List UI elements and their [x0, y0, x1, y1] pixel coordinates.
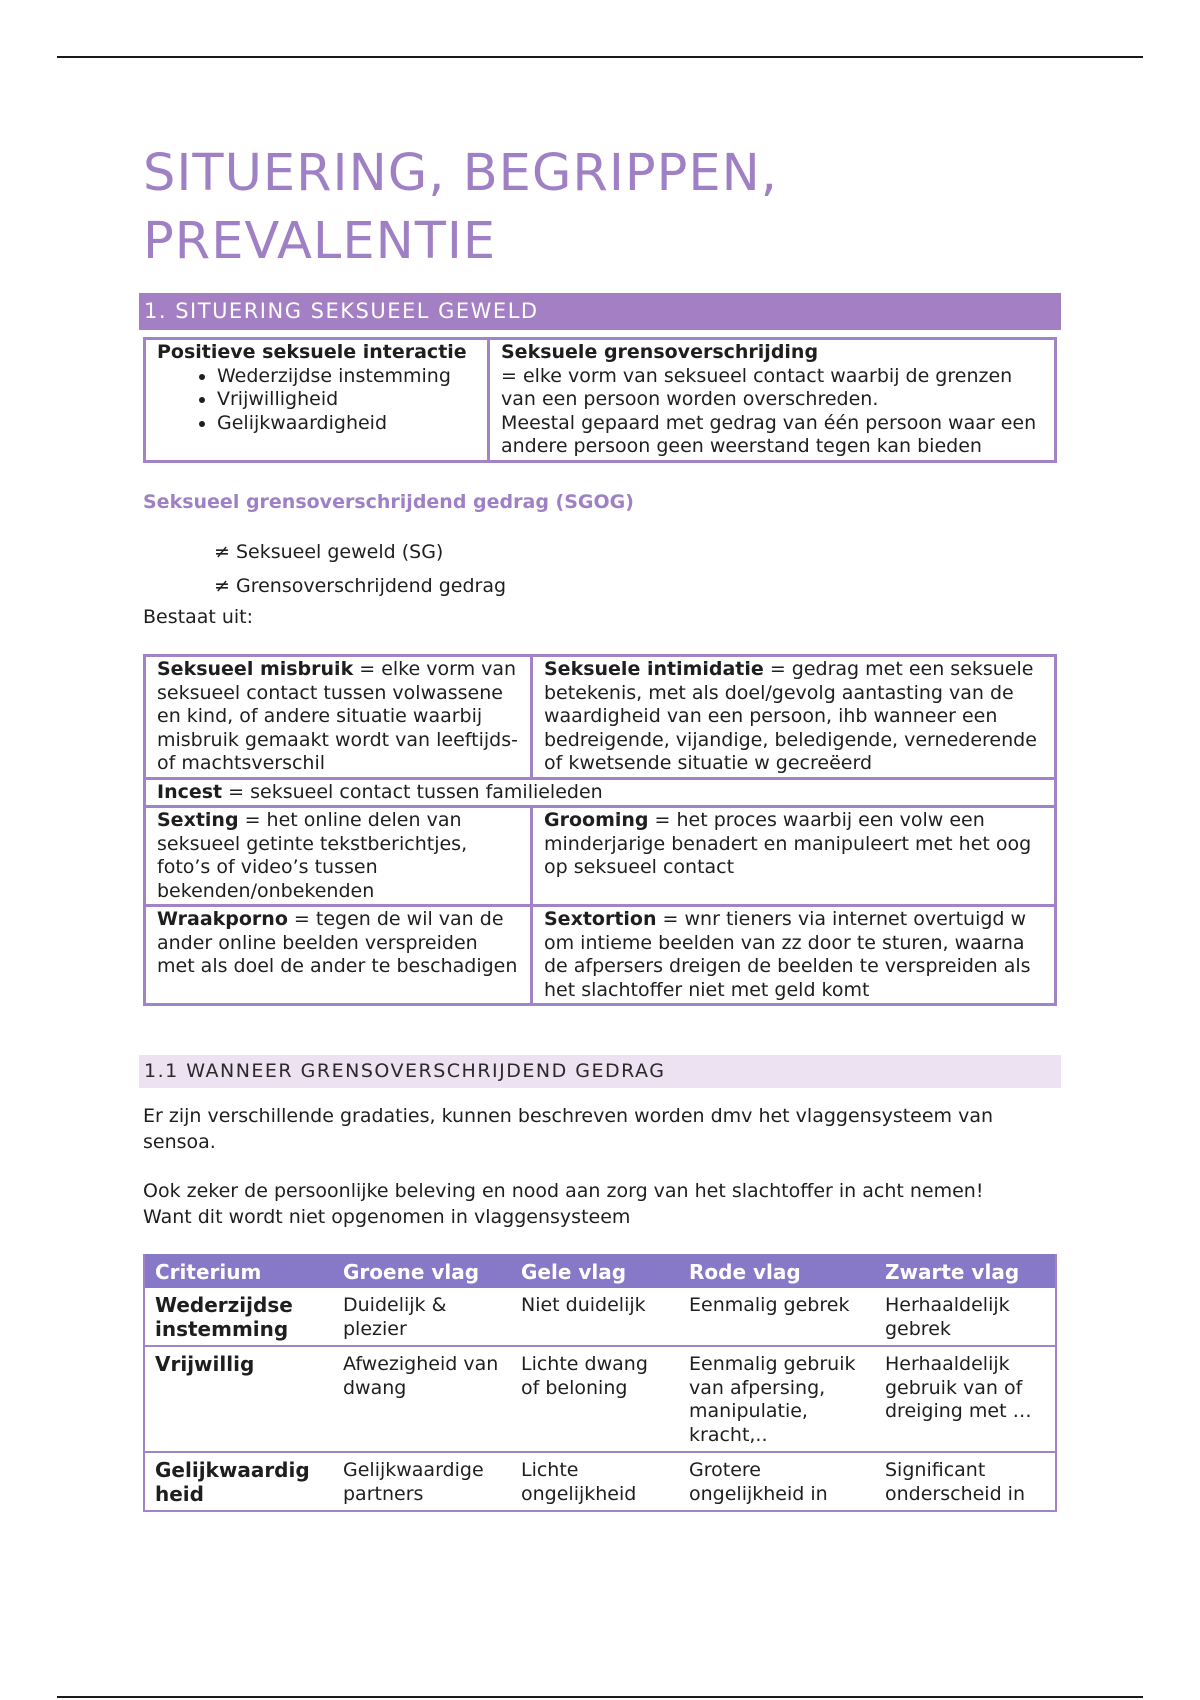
term: Sexting	[157, 809, 239, 831]
term: Seksuele intimidatie	[544, 658, 764, 680]
neq-item-sg	[214, 541, 443, 563]
table-cell: Duidelijk & plezier	[333, 1288, 511, 1346]
positive-interaction-cell	[145, 339, 489, 462]
table-cell: Significant onderscheid in	[875, 1452, 1056, 1511]
definition-cell-sexting	[145, 807, 532, 906]
boundary-crossing-cell	[489, 339, 1056, 462]
table-cell: Niet duidelijk	[511, 1288, 679, 1346]
definition: = het proces waarbij een volw een minderjarige benadert en manipuleert met het oog op seksueel contact	[544, 809, 1032, 878]
consists-of-label: Bestaat uit:	[143, 606, 254, 628]
definition: = seksueel contact tussen familieleden	[222, 780, 603, 803]
definition: = elke vorm van seksueel contact tussen volwassene en kind, of andere situatie waarbij misbruik gemaakt wordt van leeftijds- of machtsverschil	[157, 658, 518, 774]
sgog-subheading: Seksueel grensoverschrijdend gedrag (SGOG)	[143, 491, 634, 513]
definition-cell-misbruik	[145, 656, 532, 779]
table-cell: Herhaaldelijk gebruik van of dreiging met …	[875, 1346, 1056, 1452]
list-item: • Vrijwilligheid	[217, 388, 477, 412]
column-header: Criterium	[144, 1254, 333, 1288]
list-item: • Wederzijdse instemming	[217, 365, 477, 389]
boundary-crossing-definition: = elke vorm van seksueel contact waarbij de grenzen van een persoon worden overschreden.	[501, 364, 1013, 410]
column-header: Groene vlag	[333, 1254, 511, 1288]
definition: = het online delen van seksueel getinte tekstberichtjes, foto’s of video’s tussen bekenden/onbekenden	[157, 809, 468, 902]
term: Sextortion	[544, 908, 657, 930]
table-row	[144, 1452, 1056, 1511]
experience-paragraph	[143, 1178, 1063, 1230]
boundary-crossing-title: Seksuele grensoverschrijding	[501, 341, 819, 363]
table-row	[144, 1288, 1056, 1346]
table-cell: Eenmalig gebrek	[679, 1288, 875, 1346]
definition-cell-sextortion	[532, 906, 1056, 1005]
definitions-table	[143, 654, 1057, 1006]
boundary-crossing-note: Meestal gepaard met gedrag van één persoon waar een andere persoon geen weerstand tegen kan bieden	[501, 411, 1037, 457]
term: Incest	[157, 780, 223, 803]
definition-cell-wraakporno	[145, 906, 532, 1005]
flag-table-header	[144, 1254, 1056, 1288]
definition-cell-grooming	[532, 807, 1056, 906]
table-cell: Gelijkwaardige partners	[333, 1452, 511, 1511]
neq-item-text: Seksueel geweld (SG)	[235, 541, 444, 563]
table-cell: Lichte dwang of beloning	[511, 1346, 679, 1452]
section-heading-situering: 1. SITUERING SEKSUEEL GEWELD	[139, 293, 1061, 330]
table-cell: Afwezigheid van dwang	[333, 1346, 511, 1452]
table-cell: Grotere ongelijkheid in	[679, 1452, 875, 1511]
table-row	[144, 1346, 1056, 1452]
gradations-paragraph: Er zijn verschillende gradaties, kunnen beschreven worden dmv het vlaggensysteem van sensoa.	[143, 1105, 994, 1153]
flag-system-table	[143, 1254, 1057, 1512]
column-header: Gele vlag	[511, 1254, 679, 1288]
definition: = tegen de wil van de ander online beelden verspreiden met als doel de ander te beschadigen	[157, 908, 518, 977]
not-equal-icon: ≠	[214, 575, 230, 597]
neq-item-text: Grensoverschrijdend gedrag	[235, 575, 507, 597]
page-title-line-1: SITUERING, BEGRIPPEN,	[143, 144, 778, 203]
term: Wraakporno	[157, 908, 288, 930]
bottom-rule	[57, 1696, 1143, 1698]
definition: = gedrag met een seksuele betekenis, met als doel/gevolg aantasting van de waardigheid van een persoon, ihb wanneer een bedreigende, vijandige, beledigende, vernederende of kwetsende situatie w gecreëerd	[544, 658, 1037, 774]
top-rule	[57, 56, 1143, 58]
column-header: Zwarte vlag	[875, 1254, 1056, 1288]
page-title	[143, 140, 1043, 276]
list-item: • Gelijkwaardigheid	[217, 412, 477, 436]
table-cell: Lichte ongelijkheid	[511, 1452, 679, 1511]
criterion-cell: Vrijwillig	[144, 1346, 333, 1452]
section-heading-wanneer: 1.1 WANNEER GRENSOVERSCHRIJDEND GEDRAG	[139, 1055, 1061, 1088]
table-cell: Herhaaldelijk gebrek	[875, 1288, 1056, 1346]
not-equal-icon: ≠	[214, 541, 230, 563]
term: Grooming	[544, 809, 649, 831]
definition: = wnr tieners via internet overtuigd w om intieme beelden van zz door te sturen, waarna de afpersers dreigen de beelden te verspreiden als het slachtoffer niet met geld komt	[544, 908, 1031, 1001]
table-cell: Eenmalig gebruik van afpersing, manipulatie, kracht,..	[679, 1346, 875, 1452]
page-title-line-2: PREVALENTIE	[143, 212, 497, 271]
criterion-cell: Gelijkwaardig heid	[144, 1452, 333, 1511]
term: Seksueel misbruik	[157, 658, 354, 680]
experience-line-1: Ook zeker de persoonlijke beleving en nood aan zorg van het slachtoffer in acht nemen!	[143, 1180, 984, 1202]
experience-line-2: Want dit wordt niet opgenomen in vlaggensysteem	[143, 1206, 631, 1228]
column-header: Rode vlag	[679, 1254, 875, 1288]
criterion-cell: Wederzijdse instemming	[144, 1288, 333, 1346]
neq-item-gog	[214, 575, 506, 597]
positive-interaction-title: Positieve seksuele interactie	[157, 341, 467, 363]
definition-cell-incest	[145, 778, 1056, 807]
definition-cell-intimidatie	[532, 656, 1056, 779]
interaction-table	[143, 337, 1057, 463]
positive-interaction-list	[157, 365, 477, 436]
